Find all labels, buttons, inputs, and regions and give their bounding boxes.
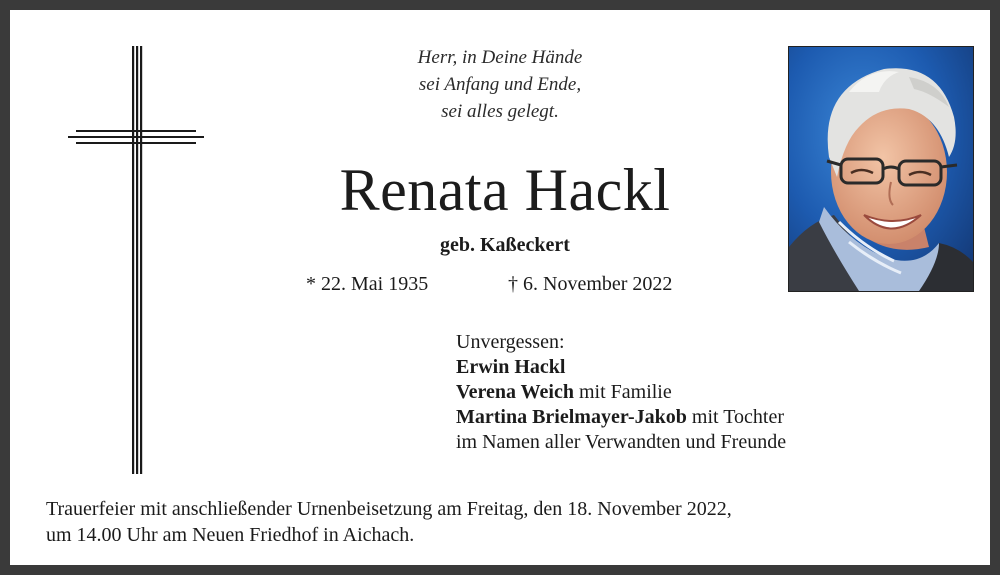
mourner-entry	[456, 355, 786, 380]
birth-date: * 22. Mai 1935	[306, 273, 429, 295]
verse-line: sei Anfang und Ende,	[418, 74, 582, 95]
verse-line: sei alles gelegt.	[441, 101, 559, 122]
mourner-name: Martina Brielmayer-Jakob	[456, 406, 687, 428]
mourner-name: Verena Weich	[456, 381, 574, 403]
mourner-name: Erwin Hackl	[456, 356, 566, 378]
service-line: um 14.00 Uhr am Neuen Friedhof in Aichach.	[46, 524, 415, 546]
obituary-card	[10, 10, 990, 565]
mourners-intro: Unvergessen:	[456, 331, 565, 353]
mourner-entry	[456, 380, 786, 405]
verse-line: Herr, in Deine Hände	[417, 47, 583, 68]
funeral-service-info	[46, 496, 732, 548]
mourners-block	[456, 330, 786, 455]
portrait-photo	[788, 46, 974, 292]
service-line: Trauerfeier mit anschließender Urnenbeisetzung am Freitag, den 18. November 2022,	[46, 498, 732, 520]
portrait-illustration	[789, 47, 973, 291]
cross-icon	[68, 46, 204, 474]
death-date: † 6. November 2022	[508, 273, 673, 295]
mourner-suffix: mit Familie	[573, 381, 672, 403]
verse	[310, 44, 690, 125]
mourner-entry	[456, 405, 786, 430]
maiden-name: geb. Kaßeckert	[440, 234, 570, 256]
mourners-closing: im Namen aller Verwandten und Freunde	[456, 431, 787, 453]
deceased-name: Renata Hackl	[339, 157, 671, 223]
mourner-suffix: mit Tochter	[686, 406, 784, 428]
